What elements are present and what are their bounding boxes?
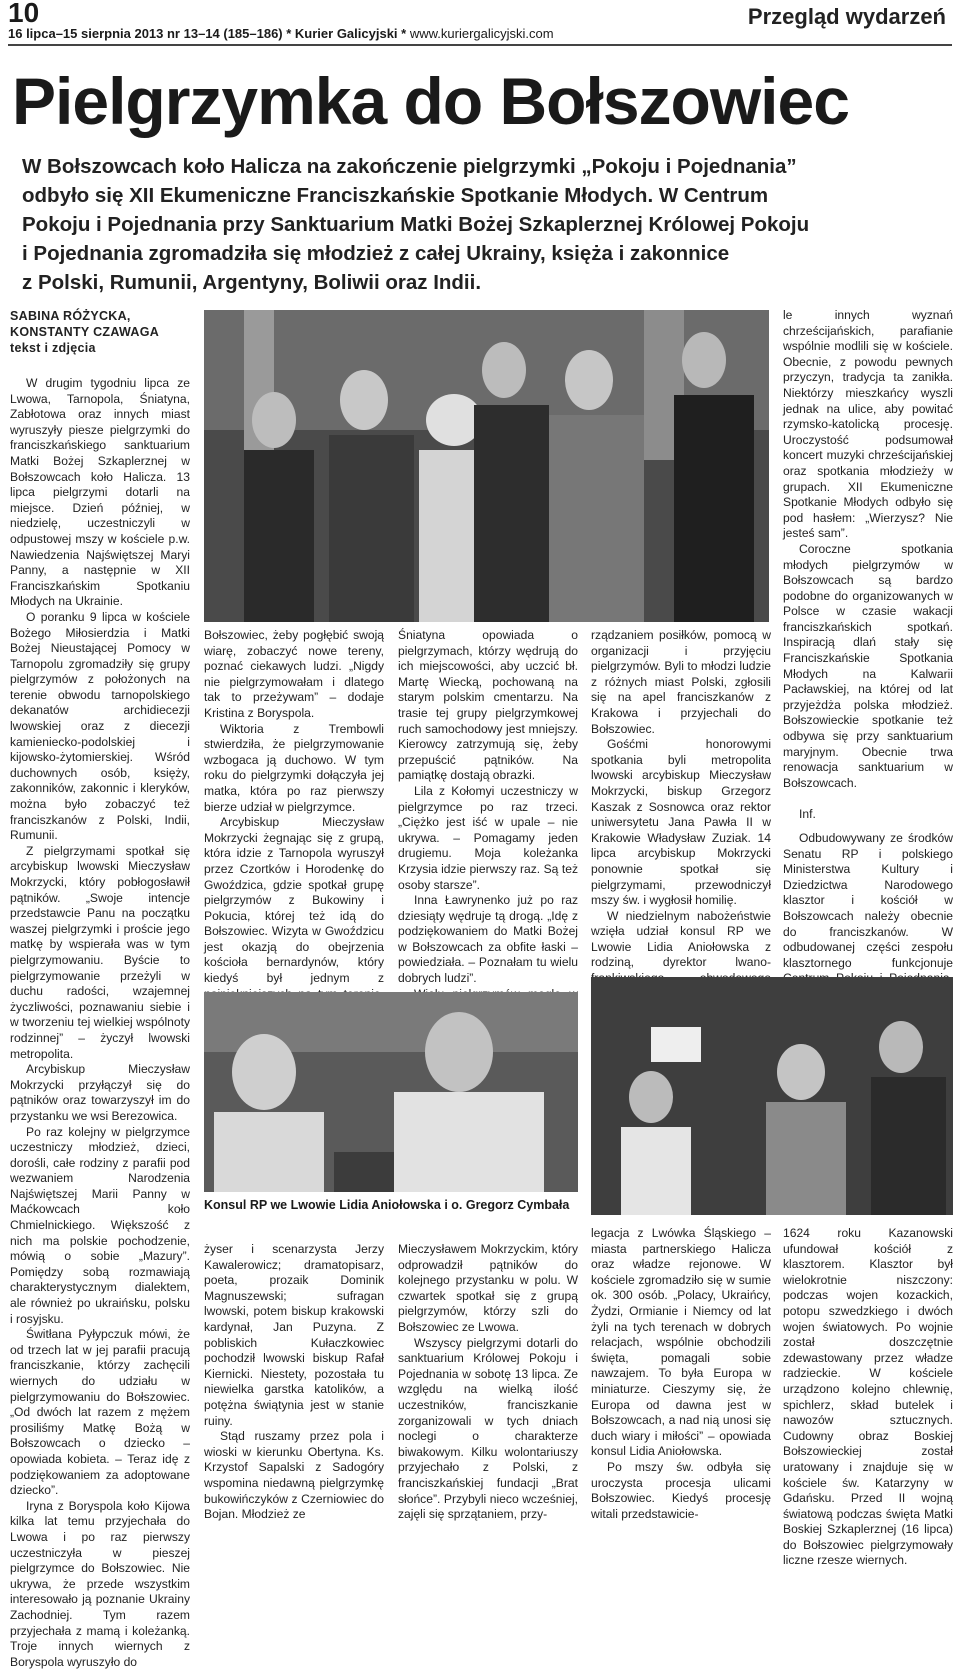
children-photo-image xyxy=(591,977,953,1215)
paragraph: O poranku 9 lipca w kościele Bożego Miłosierdzia i Matki Bożej Nieustającej Pomocy w Tarnopolu zgromadziły się grupy pielgrzymów z położonych na terenie obwodu tarnopolskiego dekanatów archidiecezji lwowskiej oraz z diecezji kamieniecko-podolskiej i kijowsko-żytomierskiej. Wśród duchownych osób, księży, zakonników, zakonnic i kleryków, można było zobaczyć też franciszkanów z Polski, Indii, Rumunii. xyxy=(10,609,190,843)
paragraph: Inna Ławrynenko już po raz dziesiąty wędruje tą drogą. „Idę z podziękowaniem do Matki Bożej w Bołszowcach za obfite łaski – powiedziała. – Poznałam tu wielu dobrych ludzi”. xyxy=(398,893,578,986)
paragraph: Arcybiskup Mieczysław Mokrzycki przyłączył się do pątników oraz towarzyszył im do przystanku we wsi Berezowica. xyxy=(10,1062,190,1123)
paragraph: Z pielgrzymami spotkał się arcybiskup lwowski Mieczysław Mokrzycki, który pobłogosławił pątników. „Swoje intencje przedstawcie Panu na początku waszej pielgrzymki i proście jego matkę by wspierała was w tym pielgrzymowaniu. Byście to pielgrzymowanie przeżyli w duchu radości, wzajemnej życzliwości, poznawaniu siebie i w tworzeniu tej wielkiej wspólnoty rodzinnej” – życzył lwowski metropolita. xyxy=(10,843,190,1061)
paragraph: Świtłana Pyłypczuk mówi, że od trzech lat w jej parafii pracują franciszkanie, którzy zachęcili wiernych do udziału w pielgrzymowaniu do Bołszowiec. „Od dwóch lat razem z mężem prosiliśmy Matkę Bożą w Bołszowcach o dziecko – opowiada kobieta. – Teraz idę z podziękowaniem za adoptowane dziecko”. xyxy=(10,1327,190,1498)
paragraph: Mieczysławem Mokrzyckim, który odprowadził pątników do kolejnego przystanku w polu. W czwartek spotkał się z grupą pielgrzymów, którzy szli do Bołszowiec ze Lwowa. xyxy=(398,1242,578,1334)
consul-photo-caption: Konsul RP we Lwowie Lidia Aniołowska i o. Gregorz Cymbała xyxy=(204,1198,570,1212)
paragraph: W drugim tygodniu lipca ze Lwowa, Tarnopola, Śniatyna, Zabłotowa oraz innych miast wyruszyły piesze pielgrzymki do franciszkańskiego sanktuarium Matki Bożej Szkaplerznej w Bołszowcach koło Halicza. 13 lipca pielgrzymi dotarli na miejsce. Dzień później, w niedzielę, uczestniczyli w odpustowej mszy w kościele p.w. Nawiedzenia Najświętszej Maryi Panny, a następnie w XII Franciszkańskim Spotkaniu Młodych na Ukrainie. xyxy=(10,376,190,609)
lead-line: Pokoju i Pojednania przy Sanktuarium Matki Bożej Szkaplerznej Królowej Pokoju xyxy=(22,213,810,236)
column-3 xyxy=(398,628,578,998)
section-title: Przegląd wydarzeń xyxy=(747,4,946,29)
paragraph: legacja z Lwówka Śląskiego – miasta partnerskiego Halicza oraz władze rejonowe. W kościele zgromadziło się w sumie ok. 300 osób. „Polacy, Ukraińcy, Żydzi, Ormianie i Niemcy od lat żyli na tych terenach w dobrych relacjach, wspólnie obchodzili święta, pomagali sobie nawzajem. To była Europa w miniaturze. Cieszymy się, że Europa od dawna jest w Bołszowcach, a nad nią unosi się duch wiary i miłości” – opowiada konsul Lidia Aniołowska. xyxy=(591,1226,771,1459)
bottom-column-3 xyxy=(398,1242,578,1522)
lead-line: i Pojednania zgromadziła się młodzież z całej Ukrainy, księża i zakonnice xyxy=(22,242,730,265)
byline xyxy=(10,308,190,356)
byline-credit: tekst i zdjęcia xyxy=(10,341,96,355)
paragraph: rządzaniem posiłków, pomocą w organizacji i przyjęciu pielgrzymów. Byli to młodzi ludzie z różnych miast Polski, zgłosili się na apel franciszkanów z Krakowa i przyjechali do Bołszowiec. xyxy=(591,628,771,736)
paragraph: żyser i scenarzysta Jerzy Kawalerowicz; dramatopisarz, poeta, prozaik Dominik Magnuszewski; sufragan lwowski, potem biskup krakowski kardynał, Jan Puzyna. Z pobliskich Kułaczkowiec pochodził lwowski biskup Rafał Kiernicki. Niestety, pozostała tu niewielka garstka katolików, a potężna świątynia jest w stanie ruiny. xyxy=(204,1242,384,1428)
paragraph: W niedzielnym nabożeństwie wzięła udział konsul RP we Lwowie Lidia Aniołowska z rodziną, dyrektor lwano- xyxy=(591,908,771,970)
paragraph: 1624 roku Kazanowski ufundował kościół z klasztorem. Klasztor był wielokrotnie niszczony: podczas wojen kozackich, potopu szwedzkiego i dwóch wojen światowych. Po wojnie został doszczętnie zdewastowany przez władze radzieckie. W kościele urządzono kolejno chlewnię, spichlerz, skład butelek i nawozów sztucznych. Cudowny obraz Boskiej Bołszowieckiej został uratowany i znajduje się w kościele św. Katarzyny w Gdańsku. Przed II wojną światową podczas święta Matki Boskiej Szkaplerznej (16 lipca) do Bołszowiec pielgrzymowały liczne rzesze wiernych. xyxy=(783,1226,953,1568)
column-5 xyxy=(783,308,953,970)
paragraph: Wiktoria z Trembowli stwierdziła, że pielgrzymowanie wzbogaca ją duchowo. W tym roku do pielgrzymki dołączyła jej matka, która po raz pierwszy bierze udział w pielgrzymce. xyxy=(204,721,384,814)
article-title: Pielgrzymka do Bołszowiec xyxy=(12,64,849,138)
lead-line: W Bołszowcach koło Halicza na zakończenie pielgrzymki „Pokoju i Pojednania” xyxy=(22,155,797,178)
bottom-column-2 xyxy=(204,1242,384,1522)
column-2 xyxy=(204,628,384,998)
issue-line xyxy=(8,27,554,41)
paragraph: Po mszy św. odbyła się uroczysta procesja ulicami Bołszowiec. Kiedyś procesję witali przedstawicie- xyxy=(591,1459,771,1521)
site-link[interactable]: www.kuriergalicyjski.com xyxy=(409,26,554,41)
paragraph: Wszyscy pielgrzymi dotarli do sanktuarium Królowej Pokoju i Pojednania w sobotę 13 lipca. Ze względu na wielką ilość uczestników, franciszkanie zorganizowali w tych dniach noclegi o charakterze biwakowym. Kilku wolontariuszy przyjechało z Polski, z franciszkańskiej fundacji „Brat słońce”. Przybyli nieco wcześniej, zajęli się sprzątaniem, przy- xyxy=(398,1335,578,1522)
byline-author-1: SABINA RÓŻYCKA, xyxy=(10,309,131,323)
issue-info: 16 lipca–15 sierpnia 2013 nr 13–14 (185–186) * Kurier Galicyjski * xyxy=(8,26,410,41)
lead-line: z Polski, Rumunii, Argentyny, Boliwii oraz Indii. xyxy=(22,271,482,294)
bottom-column-4 xyxy=(591,1226,771,1521)
article-lead xyxy=(22,152,952,297)
consul-photo-image xyxy=(204,992,578,1192)
paragraph: Odbudowywany ze środków Senatu RP i polskiego Ministerstwa Kultury i Dziedzictwa Narodowego klasztor i kościół w Bołszowcach należy obecnie do franciszkanów. W odbudowanej części zespołu klasztornego funkcjonuje xyxy=(783,831,953,970)
paragraph: Arcybiskup Mieczysław Mokrzycki żegnając się z grupą, która idzie z Tarnopola wyruszył przez Czortków i Horodenkę do Gwoździca, gdzie spotkał grupę pielgrzymów z Bukowiny i Pokucia, której też idą do Bołszowiec. Wizyta w Gwoździcu jest okazją do obejrzenia kościoła bernardynów, który kiedyś był jednym z xyxy=(204,815,384,986)
paragraph: Po raz kolejny w pielgrzymce uczestniczy młodzież, dzieci, dorośli, całe rodziny z parafii pod wezwaniem Narodzenia Najświętszej Marii Panny w Maćkowcach koło Chmielnickiego. Większość z nich ma polskie pochodzenie, mówią o sobie „Mazury”. Pomiędzy sobą rozmawiają charakterystycznym dialektem, ale również po ukraińsku, polsku i rosyjsku. xyxy=(10,1124,190,1326)
consul-photo xyxy=(204,992,578,1192)
paragraph: Iryna z Boryspola koło Kijowa kilka lat temu przyjechała do Lwowa i po raz pierwszy uczestniczyła w pieszej pielgrzymce do Bołszowiec. Nie ukrywa, że przede wszystkim interesowało ją poznanie Ukrainy Zachodniej. Tym razem przyjechała z mamą i koleżanką. Troje innych wiernych z Boryspola wyruszyło do xyxy=(10,1498,190,1669)
paragraph: le innych wyznań chrześcijańskich, parafianie wspólnie modlili się w kościele. Obecnie, z powodu pewnych przyczyn, tradycja ta zanikła. Niektórzy mieszkańcy wyszli jednak na ulice, aby powitać rzymsko-katolicką procesję. Uroczystość podsumował koncert muzyki chrześcijańskiej oraz spotkania młodzieży w grupach. XII Ekumeniczne Spotkanie Młodych odbyło się pod hasłem: „Wierzysz? Nie jesteś sam”. xyxy=(783,308,953,541)
page-number: 10 xyxy=(8,0,40,28)
group-photo xyxy=(204,310,769,622)
header-rule xyxy=(8,44,952,46)
paragraph: Coroczne spotkania młodych pielgrzymów w Bołszowcach są bardzo podobne do organizowanych w Polsce w czasie wakacji franciszkańskich spotkań. Inspiracją dlań stały się Franciszkańskie Spotkania Młodych na Kalwarii Pacławskiej, na której od lat przyjeżdża polska młodzież. Bołszowieckie spotkanie też odbywa się przy sanktuarium maryjnym. Obecnie trwa renowacja sanktuarium w Bołszowcach. xyxy=(783,541,953,790)
group-photo-image xyxy=(204,310,769,622)
paragraph: Stąd ruszamy przez pola i wioski w kierunku Obertyna. Ks. Krzystof Sapalski z Sadogóry wspomina niedawną pielgrzymkę bukowińczyków z Czerniowiec do Bojan. Młodzież ze xyxy=(204,1429,384,1522)
byline-author-2: KONSTANTY CZAWAGA xyxy=(10,325,160,339)
paragraph: Lila z Kołomyi uczestniczy w pielgrzymce po raz trzeci. „Ciężko jest iść w upale – nie ukrywa. – Pomagamy jeden drugiemu. Moja koleżanka Krzysia idzie pierwszy raz. Są też osoby starsze”. xyxy=(398,783,578,892)
bottom-column-5 xyxy=(783,1226,953,1568)
column-1 xyxy=(10,308,190,1669)
paragraph: Śniatyna opowiada o pielgrzymach, którzy wędrują do ich miejscowości, aby uczcić bł. Martę Wiecką, pochowaną na starym polskim cmentarzu. Na trasie tej grupy pielgrzymkowej ruch samochodowy jest mniejszy. Kierowcy zatrzymują się, żeby przepuścić pątników. Na pamiątkę dostają obrazki. xyxy=(398,628,578,783)
lead-line: odbyło się XII Ekumeniczne Franciszkańskie Spotkanie Młodych. W Centrum xyxy=(22,184,769,207)
children-photo xyxy=(591,977,953,1215)
source-note: Inf. xyxy=(799,807,816,822)
paragraph: Gośćmi honorowymi spotkania byli metropolita lwowski arcybiskup Mieczysław Mokrzycki, biskup Grzegorz Kaszak z Sosnowca oraz rektor uniwersytetu Jana Pawła II w Krakowie Władysław Zuziak. 14 lipca arcybiskup Mokrzycki ponownie spotkał się pielgrzymami, przewodniczył mszy św. i wygłosił homilię. xyxy=(591,737,771,908)
column-4 xyxy=(591,628,771,973)
paragraph: Bołszowiec, żeby pogłębić swoją wiarę, zobaczyć nowe tereny, poznać ciekawych ludzi. „Nigdy nie pielgrzymowałam i dlatego tak to przeżywam” – dodaje Kristina z Boryspola. xyxy=(204,628,384,720)
